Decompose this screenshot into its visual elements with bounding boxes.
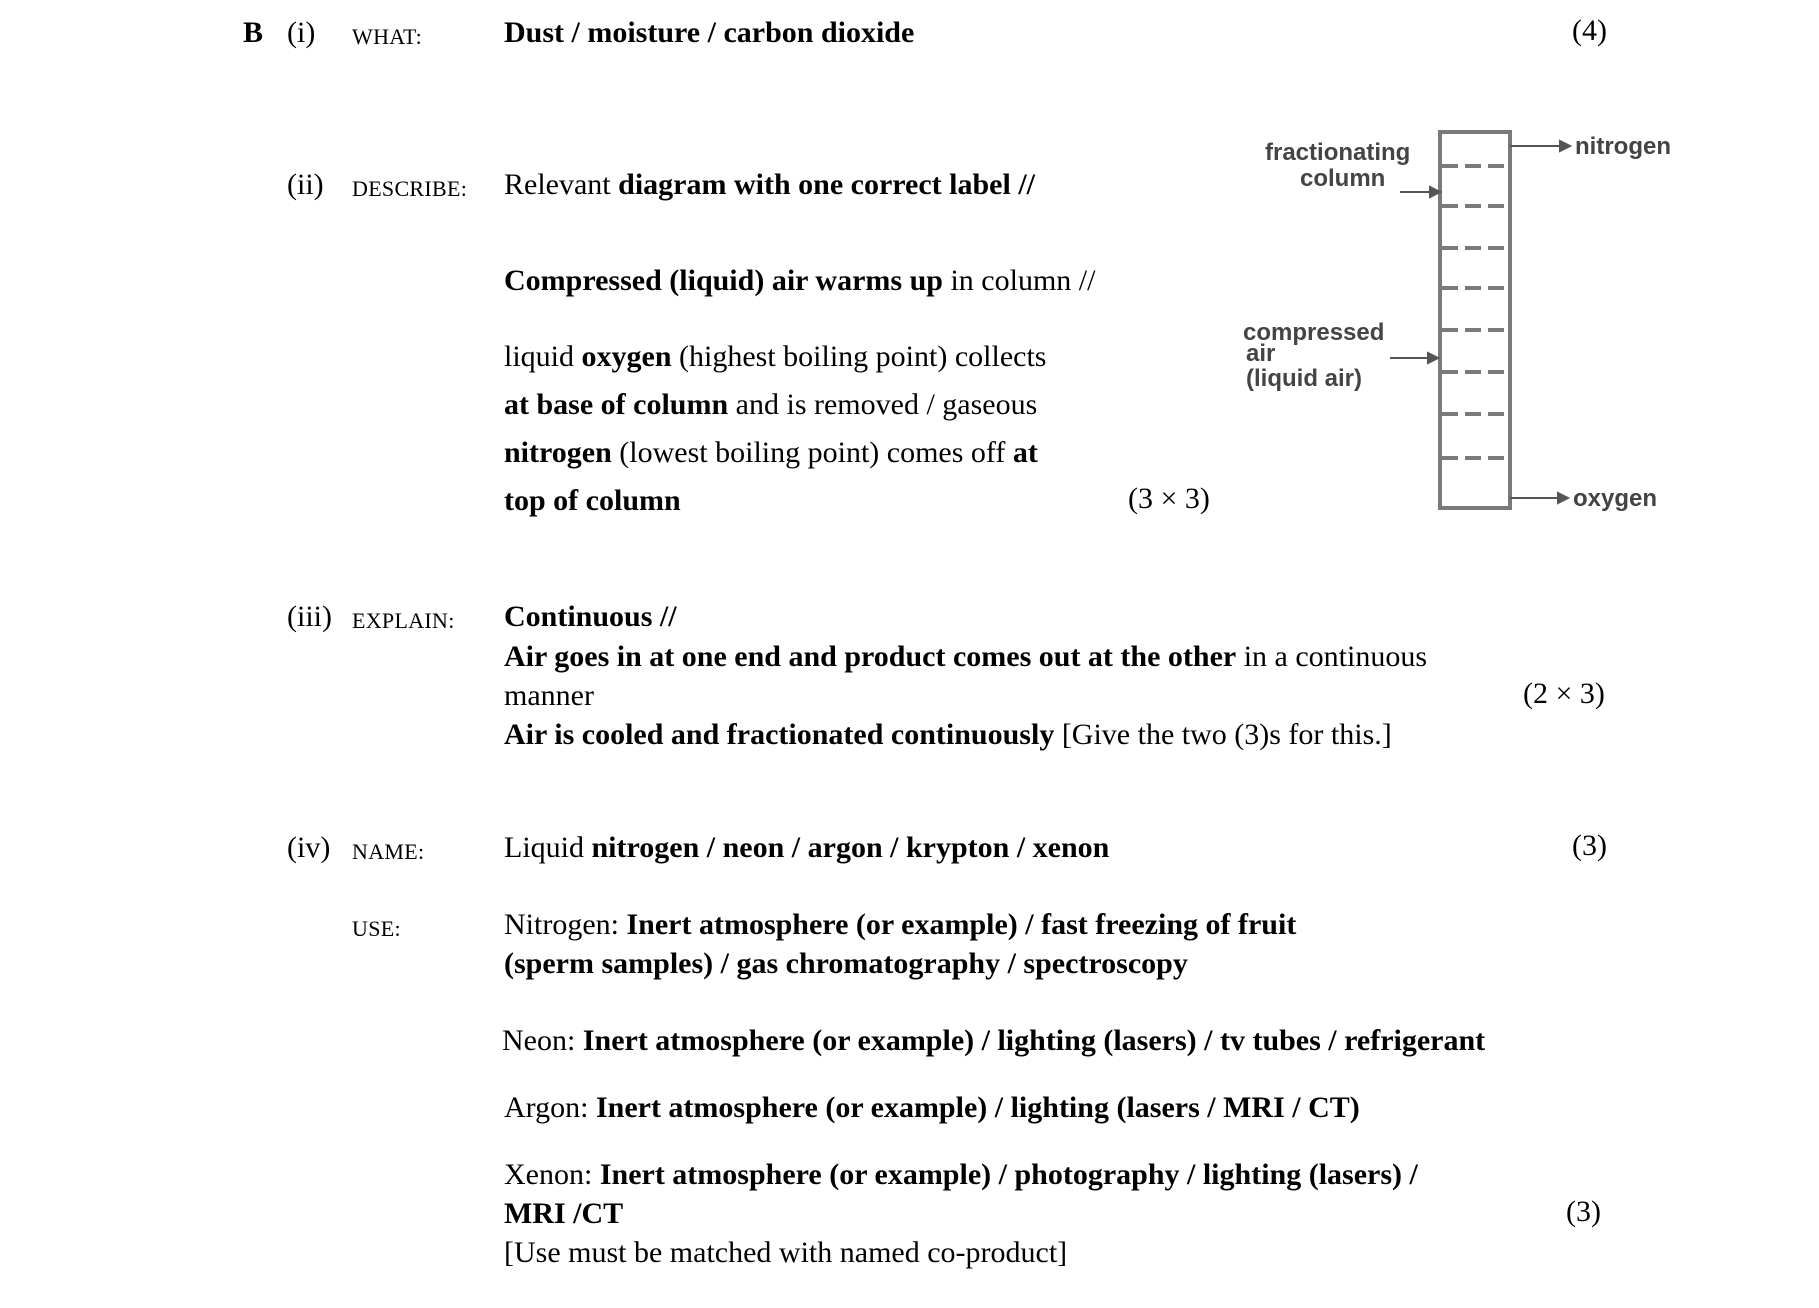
- label-fractionating: fractionating: [1265, 139, 1411, 166]
- describe-line-1-plain: Relevant: [504, 168, 619, 201]
- label-liquid-air: (liquid air): [1246, 365, 1362, 392]
- describe-line-4-plain: and is removed / gaseous: [728, 388, 1038, 421]
- label-compressed: compressed: [1243, 319, 1385, 346]
- describe-line-5-bold2: at: [1012, 436, 1038, 469]
- marks-iv-use: (3): [1566, 1195, 1601, 1228]
- label-air: air: [1246, 340, 1276, 367]
- part-verb-name: NAME:: [352, 839, 425, 864]
- marks-ii: (3 × 3): [1128, 482, 1210, 515]
- column-label-arrow: [1400, 187, 1440, 197]
- use-neon-bold: Inert atmosphere (or example) / lighting (lasers) / tv tubes / refrigerant: [582, 1024, 1486, 1057]
- describe-line-4: [504, 386, 1037, 424]
- describe-line-5-bold: nitrogen: [504, 436, 612, 469]
- column-outline: [1440, 132, 1510, 508]
- oxygen-arrow: [1510, 493, 1568, 503]
- use-nitrogen-line-1: [504, 906, 1296, 944]
- explain-line-2-bold: Air goes in at one end and product comes out at the other: [504, 640, 1237, 673]
- describe-line-3-bold: oxygen: [581, 340, 672, 373]
- explain-line-2: [504, 638, 1427, 676]
- use-neon-plain: Neon:: [502, 1024, 583, 1057]
- describe-line-4-bold: at base of column: [504, 388, 729, 421]
- use-neon-line: [502, 1022, 1485, 1060]
- compressed-air-arrow: [1390, 353, 1438, 363]
- describe-line-5: [504, 434, 1038, 472]
- use-xenon-plain: Xenon:: [504, 1158, 600, 1191]
- marks-iv-name: (3): [1572, 829, 1607, 862]
- describe-line-1: [504, 166, 1035, 204]
- column-trays: [1442, 166, 1508, 458]
- describe-line-2-bold: Compressed (liquid) air warms up: [504, 264, 943, 297]
- label-column: column: [1300, 165, 1386, 192]
- use-xenon-bold-1: Inert atmosphere (or example) / photography / lighting (lasers) /: [599, 1158, 1418, 1191]
- use-nitrogen-line-2: (sperm samples) / gas chromatography / spectroscopy: [504, 947, 1188, 980]
- part-verb-explain: EXPLAIN:: [352, 608, 455, 633]
- describe-line-3: [504, 338, 1046, 376]
- use-nitrogen-bold-1: Inert atmosphere (or example) / fast freezing of fruit: [626, 908, 1297, 941]
- describe-line-5-plain: (lowest boiling point) comes off: [611, 436, 1013, 469]
- use-xenon-line-1: [504, 1156, 1418, 1194]
- describe-line-2: [504, 262, 1095, 300]
- explain-line-1: Continuous //: [504, 600, 677, 633]
- marks-iii: (2 × 3): [1523, 677, 1605, 710]
- name-line-plain: Liquid: [504, 831, 592, 864]
- marks-i: (4): [1572, 14, 1607, 47]
- label-oxygen: oxygen: [1573, 485, 1658, 512]
- part-verb-use: USE:: [352, 916, 401, 941]
- part-number-iii: (iii): [287, 600, 332, 633]
- use-argon-line: [504, 1089, 1360, 1127]
- describe-line-3-plain: liquid: [504, 340, 582, 373]
- explain-line-4-plain: [Give the two (3)s for this.]: [1054, 718, 1392, 751]
- use-xenon-line-2: MRI /CT: [504, 1197, 624, 1230]
- part-number-ii: (ii): [287, 168, 324, 201]
- part-number-iv: (iv): [287, 831, 331, 864]
- answer-what: Dust / moisture / carbon dioxide: [504, 16, 915, 49]
- fractionating-column-diagram: [1230, 118, 1690, 518]
- explain-line-4-bold: Air is cooled and fractionated continuously: [504, 718, 1055, 751]
- name-line-bold: nitrogen / neon / argon / krypton / xenon: [591, 831, 1110, 864]
- section-letter: B: [243, 16, 264, 49]
- describe-line-3-plain2: (highest boiling point) collects: [671, 340, 1047, 373]
- describe-line-1-bold: diagram with one correct label //: [618, 168, 1036, 201]
- use-argon-bold: Inert atmosphere (or example) / lighting (lasers / MRI / CT): [595, 1091, 1360, 1124]
- describe-line-2-plain: in column //: [942, 264, 1096, 297]
- nitrogen-arrow: [1510, 141, 1570, 151]
- explain-line-2-plain: in a continuous: [1236, 640, 1428, 673]
- label-nitrogen: nitrogen: [1575, 133, 1671, 160]
- use-nitrogen-plain: Nitrogen:: [504, 908, 627, 941]
- use-argon-plain: Argon:: [504, 1091, 596, 1124]
- part-verb-what: WHAT:: [352, 24, 423, 49]
- describe-line-6: top of column: [504, 484, 681, 517]
- explain-line-4: [504, 716, 1392, 754]
- use-note: [Use must be matched with named co-product]: [504, 1236, 1068, 1269]
- name-line: [504, 829, 1109, 867]
- part-verb-describe: DESCRIBE:: [352, 176, 468, 201]
- part-number-i: (i): [287, 16, 316, 49]
- explain-line-3: manner: [504, 679, 594, 712]
